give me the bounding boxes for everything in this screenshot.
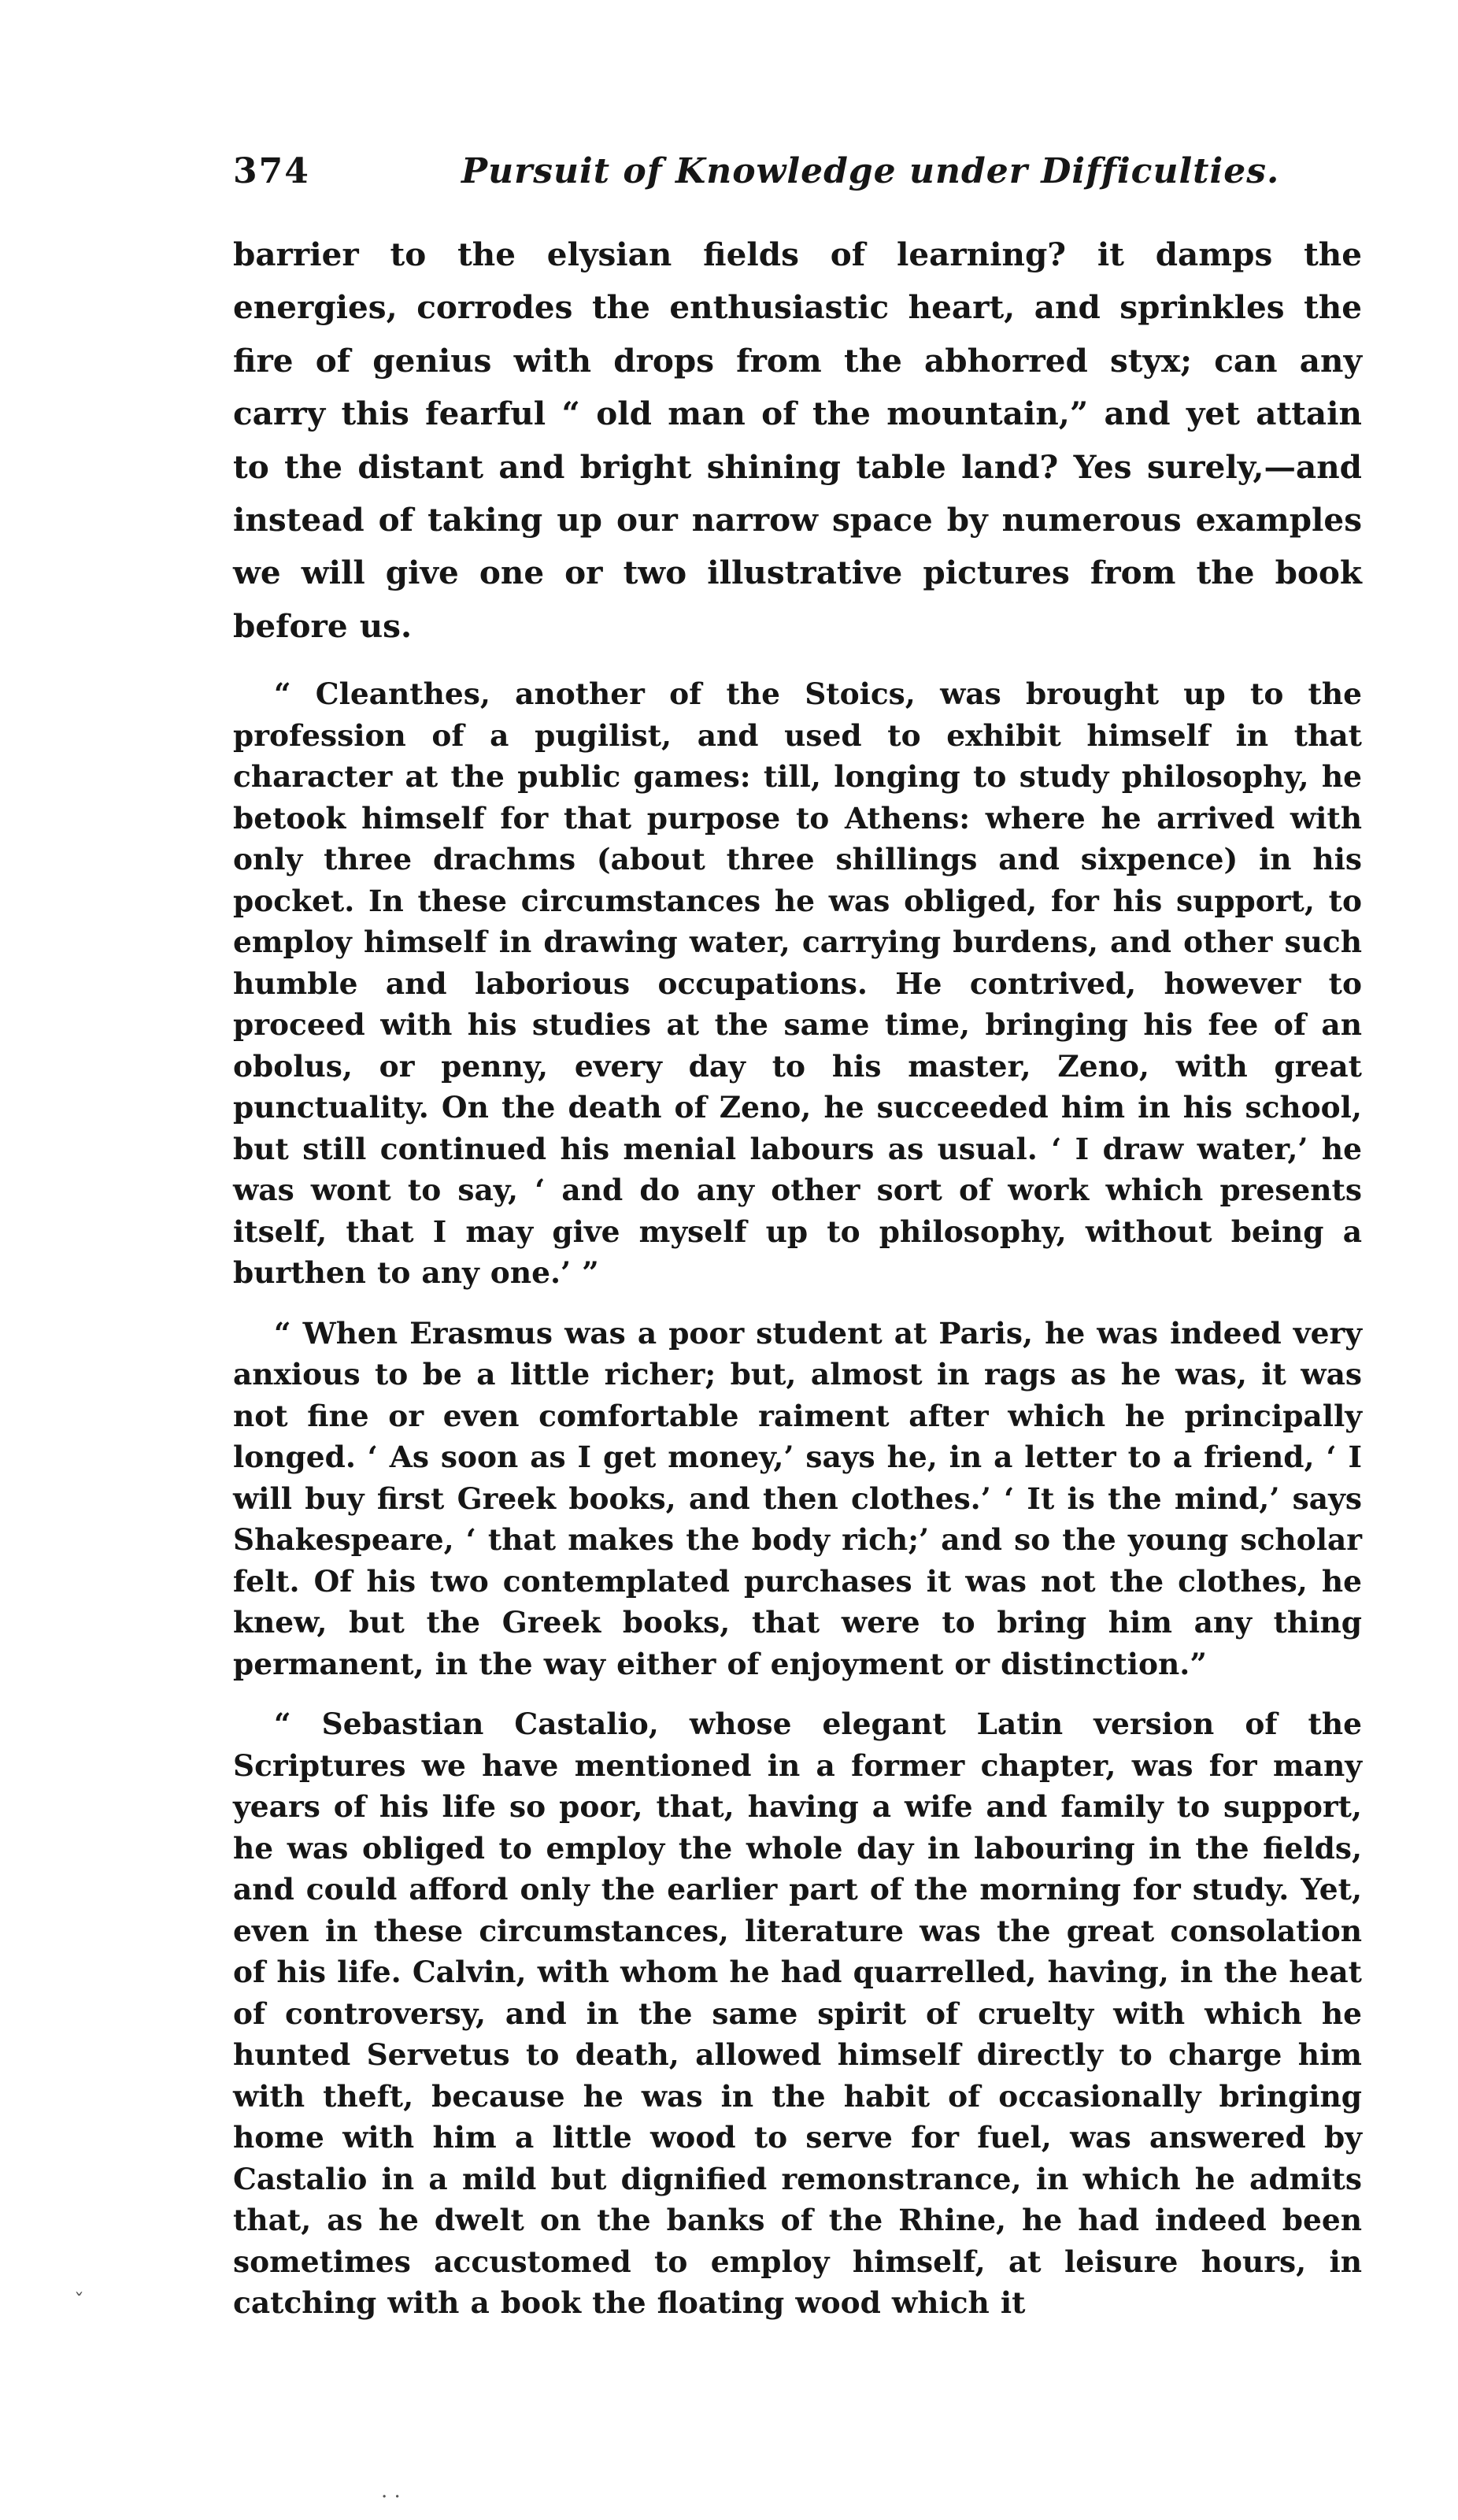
castalio-paragraph: “ Sebastian Castalio, whose elegant Latin version of the Scriptures we have mentioned in a former chapter, was for many years of his life so poor, that, having a wife and family to support, he was obliged to employ the whole day in labouring in the fields, and could afford only the earlier part of the morning for study. Yet, even in these circumstances, literature was the great consolation of his life. Calvin, with whom he had quarrelled, having, in the heat of controversy, and in the same spirit of cruelty with which he hunted Servetus to death, allowed himself directly to charge him with theft, because he was in the habit of occasionally bringing home with him a little wood to serve for fuel, was answered by Castalio in a mild but dignified remonstrance, in which he admits that, as he dwelt on the banks of the Rhine, he had indeed been sometimes accustomed to employ himself, at leisure hours, in catching with a book the floating wood which it	[233, 1707, 1362, 2321]
running-head	[233, 151, 1362, 202]
body-text	[233, 228, 1362, 2343]
margin-mark: ˇ	[74, 2290, 84, 2314]
cleanthes-paragraph: “ Cleanthes, another of the Stoics, was brought up to the profession of a pugilist, and used to exhibit himself in that character at the public games: till, longing to study philosophy, he betook himself for that purpose to Athens: where he arrived with only three drachms (about three shillings and sixpence) in his pocket. In these circumstances he was obliged, for his support, to employ himself in drawing water, carrying burdens, and other such humble and laborious occupations. He contrived, however to proceed with his studies at the same time, bringing his fee of an obolus, or penny, every day to his master, Zeno, with great punctuality. On the death of Zeno, he succeeded him in his school, but still continued his menial labours as usual. ‘ I draw water,’ he was wont to say, ‘ and do any other sort of work which presents itself, that I may give myself up to philosophy, without being a burthen to any one.’ ”	[233, 676, 1362, 1291]
running-title: Pursuit of Knowledge under Difficulties.	[461, 151, 1280, 191]
page-number: 374	[233, 151, 310, 191]
bottom-mark: . .	[381, 2479, 401, 2503]
intro-paragraph: barrier to the elysian fields of learning? it damps the energies, corrodes the enthusiastic heart, and sprinkles the fire of genius with drops from the abhorred styx; can any carry this fearful “ old man of the mountain,” and yet attain to the distant and bright shining table land? Yes surely,—and instead of taking up our narrow space by numerous examples we will give one or two illustrative pictures from the book before us.	[233, 235, 1362, 645]
erasmus-paragraph: “ When Erasmus was a poor student at Paris, he was indeed very anxious to be a little richer; but, almost in rags as he was, it was not fine or even comfortable raiment after which he principally longed. ‘ As soon as I get money,’ says he, in a letter to a friend, ‘ I will buy first Greek books, and then clothes.’ ‘ It is the mind,’ says Shakespeare, ‘ that makes the body rich;’ and so the young scholar felt. Of his two contemplated purchases it was not the clothes, he knew, but the Greek books, that were to bring him any thing permanent, in the way either of enjoyment or distinction.”	[233, 1315, 1362, 1681]
